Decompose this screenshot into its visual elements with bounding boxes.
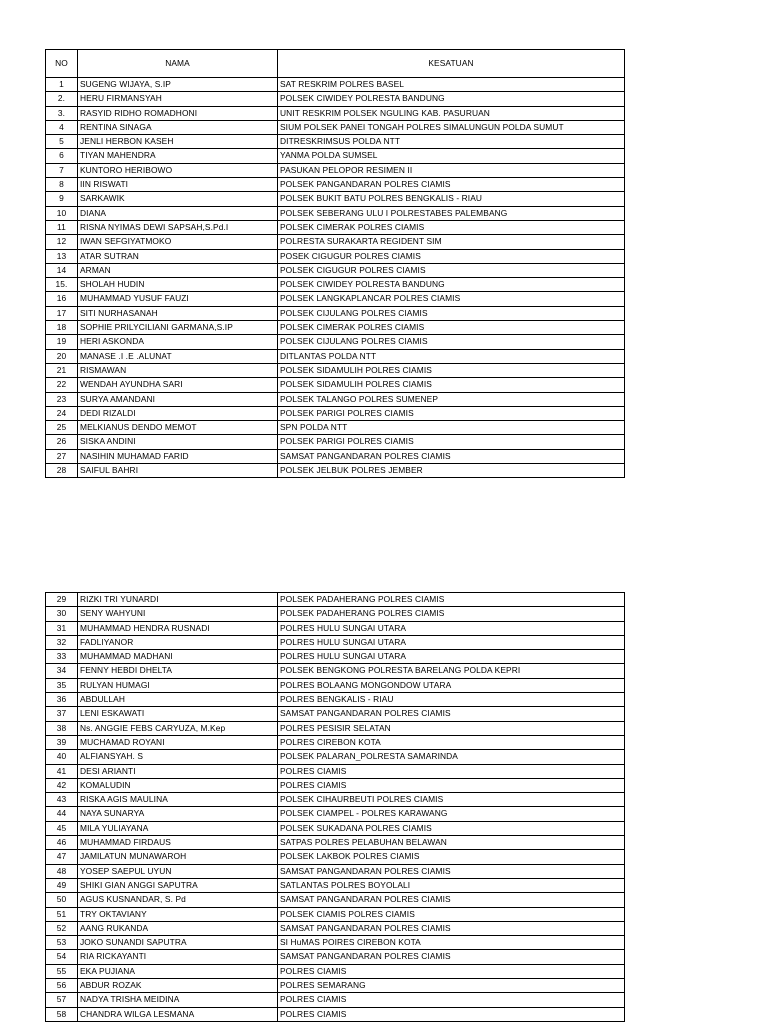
cell-kesatuan: POLSEK CIWIDEY POLRESTA BANDUNG <box>278 92 625 106</box>
cell-kesatuan: SAT RESKRIM POLRES BASEL <box>278 78 625 92</box>
cell-no: 12 <box>46 235 78 249</box>
cell-kesatuan: SATLANTAS POLRES BOYOLALI <box>278 878 625 892</box>
cell-nama: RASYID RIDHO ROMADHONI <box>78 106 278 120</box>
table-row <box>46 392 625 406</box>
cell-kesatuan: POLSEK CIGUGUR POLRES CIAMIS <box>278 263 625 277</box>
table-row <box>46 721 625 735</box>
cell-no: 39 <box>46 735 78 749</box>
table-row <box>46 850 625 864</box>
cell-no: 54 <box>46 950 78 964</box>
table-row <box>46 693 625 707</box>
table-row <box>46 836 625 850</box>
cell-no: 13 <box>46 249 78 263</box>
table-row <box>46 278 625 292</box>
cell-no: 24 <box>46 406 78 420</box>
cell-no: 49 <box>46 878 78 892</box>
cell-kesatuan: POLSEK BENGKONG POLRESTA BARELANG POLDA KEPRI <box>278 664 625 678</box>
cell-no: 18 <box>46 321 78 335</box>
cell-nama: LENI ESKAWATI <box>78 707 278 721</box>
cell-nama: RIA RICKAYANTI <box>78 950 278 964</box>
cell-kesatuan: SATPAS POLRES PELABUHAN BELAWAN <box>278 836 625 850</box>
cell-kesatuan: POLSEK TALANGO POLRES SUMENEP <box>278 392 625 406</box>
cell-kesatuan: POLSEK SIDAMULIH POLRES CIAMIS <box>278 363 625 377</box>
cell-no: 32 <box>46 635 78 649</box>
cell-nama: IIN RISWATI <box>78 178 278 192</box>
cell-nama: ABDUR ROZAK <box>78 979 278 993</box>
cell-kesatuan: POSEK CIGUGUR POLRES CIAMIS <box>278 249 625 263</box>
cell-nama: JAMILATUN MUNAWAROH <box>78 850 278 864</box>
cell-no: 43 <box>46 793 78 807</box>
cell-no: 34 <box>46 664 78 678</box>
table-row <box>46 235 625 249</box>
table-row <box>46 750 625 764</box>
cell-nama: YOSEP SAEPUL UYUN <box>78 864 278 878</box>
table-row <box>46 793 625 807</box>
cell-kesatuan: SPN POLDA NTT <box>278 421 625 435</box>
table-row <box>46 964 625 978</box>
cell-nama: SITI NURHASANAH <box>78 306 278 320</box>
cell-kesatuan: POLSEK PANGANDARAN POLRES CIAMIS <box>278 178 625 192</box>
cell-kesatuan: POLSEK PADAHERANG POLRES CIAMIS <box>278 593 625 607</box>
cell-nama: MUHAMMAD YUSUF FAUZI <box>78 292 278 306</box>
table-row <box>46 263 625 277</box>
cell-kesatuan: PASUKAN PELOPOR RESIMEN II <box>278 163 625 177</box>
table-row <box>46 864 625 878</box>
cell-kesatuan: POLSEK SIDAMULIH POLRES CIAMIS <box>278 378 625 392</box>
table-row <box>46 707 625 721</box>
cell-nama: RISMAWAN <box>78 363 278 377</box>
table-row <box>46 950 625 964</box>
cell-nama: MELKIANUS DENDO MEMOT <box>78 421 278 435</box>
cell-kesatuan: POLRESTA SURAKARTA REGIDENT SIM <box>278 235 625 249</box>
cell-kesatuan: POLRES CIAMIS <box>278 964 625 978</box>
cell-nama: SISKA ANDINI <box>78 435 278 449</box>
cell-nama: ARMAN <box>78 263 278 277</box>
cell-nama: NASIHIN MUHAMAD FARID <box>78 449 278 463</box>
cell-no: 4 <box>46 120 78 134</box>
cell-no: 48 <box>46 864 78 878</box>
cell-no: 51 <box>46 907 78 921</box>
cell-kesatuan: SIUM POLSEK PANEI TONGAH POLRES SIMALUNGUN POLDA SUMUT <box>278 120 625 134</box>
table-row <box>46 993 625 1007</box>
table-row <box>46 650 625 664</box>
cell-kesatuan: SAMSAT PANGANDARAN POLRES CIAMIS <box>278 864 625 878</box>
cell-nama: TIYAN MAHENDRA <box>78 149 278 163</box>
cell-nama: HERI ASKONDA <box>78 335 278 349</box>
cell-kesatuan: POLRES CIREBON KOTA <box>278 735 625 749</box>
table-row <box>46 979 625 993</box>
cell-kesatuan: POLRES CIAMIS <box>278 993 625 1007</box>
table-row <box>46 678 625 692</box>
cell-kesatuan: SAMSAT PANGANDARAN POLRES CIAMIS <box>278 707 625 721</box>
cell-kesatuan: POLSEK BUKIT BATU POLRES BENGKALIS - RIAU <box>278 192 625 206</box>
cell-no: 2. <box>46 92 78 106</box>
cell-nama: MUHAMMAD MADHANI <box>78 650 278 664</box>
cell-nama: SARKAWIK <box>78 192 278 206</box>
cell-kesatuan: POLRES CIAMIS <box>278 1007 625 1021</box>
cell-no: 22 <box>46 378 78 392</box>
cell-nama: DESI ARIANTI <box>78 764 278 778</box>
table-row <box>46 192 625 206</box>
cell-kesatuan: POLSEK LAKBOK POLRES CIAMIS <box>278 850 625 864</box>
cell-nama: ATAR SUTRAN <box>78 249 278 263</box>
cell-no: 9 <box>46 192 78 206</box>
cell-nama: RISNA NYIMAS DEWI SAPSAH,S.Pd.I <box>78 220 278 234</box>
cell-no: 29 <box>46 593 78 607</box>
table-row <box>46 321 625 335</box>
cell-no: 1 <box>46 78 78 92</box>
table-row <box>46 907 625 921</box>
cell-no: 8 <box>46 178 78 192</box>
cell-no: 3. <box>46 106 78 120</box>
cell-no: 27 <box>46 449 78 463</box>
cell-kesatuan: YANMA POLDA SUMSEL <box>278 149 625 163</box>
cell-no: 35 <box>46 678 78 692</box>
cell-nama: RISKA AGIS MAULINA <box>78 793 278 807</box>
table-row <box>46 378 625 392</box>
cell-kesatuan: POLRES HULU SUNGAI UTARA <box>278 635 625 649</box>
cell-nama: EKA PUJIANA <box>78 964 278 978</box>
cell-nama: NAYA SUNARYA <box>78 807 278 821</box>
cell-no: 44 <box>46 807 78 821</box>
table-row <box>46 893 625 907</box>
table-row <box>46 135 625 149</box>
cell-no: 42 <box>46 778 78 792</box>
table-row <box>46 435 625 449</box>
cell-no: 37 <box>46 707 78 721</box>
cell-no: 11 <box>46 220 78 234</box>
table-row <box>46 635 625 649</box>
cell-nama: ABDULLAH <box>78 693 278 707</box>
cell-kesatuan: POLSEK CIMERAK POLRES CIAMIS <box>278 220 625 234</box>
table-header-row <box>46 50 625 78</box>
cell-no: 6 <box>46 149 78 163</box>
cell-nama: MUHAMMAD HENDRA RUSNADI <box>78 621 278 635</box>
cell-no: 16 <box>46 292 78 306</box>
cell-no: 57 <box>46 993 78 1007</box>
table-row <box>46 607 625 621</box>
cell-nama: Ns. ANGGIE FEBS CARYUZA, M.Kep <box>78 721 278 735</box>
cell-nama: SURYA AMANDANI <box>78 392 278 406</box>
cell-nama: SAIFUL BAHRI <box>78 464 278 478</box>
cell-nama: KOMALUDIN <box>78 778 278 792</box>
cell-nama: ALFIANSYAH. S <box>78 750 278 764</box>
cell-no: 25 <box>46 421 78 435</box>
table-row <box>46 306 625 320</box>
cell-nama: SHOLAH HUDIN <box>78 278 278 292</box>
table-row <box>46 593 625 607</box>
cell-nama: MUCHAMAD ROYANI <box>78 735 278 749</box>
table-row <box>46 1007 625 1021</box>
table-row <box>46 349 625 363</box>
cell-nama: RIZKI TRI YUNARDI <box>78 593 278 607</box>
table-row <box>46 149 625 163</box>
cell-kesatuan: POLRES CIAMIS <box>278 778 625 792</box>
table-1-body <box>46 78 625 478</box>
cell-no: 7 <box>46 163 78 177</box>
table-row <box>46 449 625 463</box>
cell-kesatuan: POLSEK SEBERANG ULU I POLRESTABES PALEMBANG <box>278 206 625 220</box>
table-row <box>46 335 625 349</box>
cell-nama: JOKO SUNANDI SAPUTRA <box>78 936 278 950</box>
table-2-body <box>46 593 625 1022</box>
cell-kesatuan: POLSEK CIJULANG POLRES CIAMIS <box>278 335 625 349</box>
cell-kesatuan: POLSEK CIJULANG POLRES CIAMIS <box>278 306 625 320</box>
cell-kesatuan: POLRES HULU SUNGAI UTARA <box>278 650 625 664</box>
cell-no: 53 <box>46 936 78 950</box>
participant-table-1 <box>45 49 625 478</box>
cell-nama: AANG RUKANDA <box>78 921 278 935</box>
cell-kesatuan: POLSEK SUKADANA POLRES CIAMIS <box>278 821 625 835</box>
cell-nama: RENTINA SINAGA <box>78 120 278 134</box>
cell-kesatuan: POLSEK CIMERAK POLRES CIAMIS <box>278 321 625 335</box>
cell-no: 17 <box>46 306 78 320</box>
table-row <box>46 878 625 892</box>
cell-no: 19 <box>46 335 78 349</box>
cell-nama: FADLIYANOR <box>78 635 278 649</box>
table-row <box>46 178 625 192</box>
cell-no: 15. <box>46 278 78 292</box>
cell-kesatuan: POLSEK PARIGI POLRES CIAMIS <box>278 406 625 420</box>
cell-nama: DIANA <box>78 206 278 220</box>
cell-nama: MILA YULIAYANA <box>78 821 278 835</box>
cell-kesatuan: SAMSAT PANGANDARAN POLRES CIAMIS <box>278 950 625 964</box>
cell-no: 30 <box>46 607 78 621</box>
table-row <box>46 936 625 950</box>
cell-nama: DEDI RIZALDI <box>78 406 278 420</box>
cell-no: 31 <box>46 621 78 635</box>
cell-kesatuan: SAMSAT PANGANDARAN POLRES CIAMIS <box>278 893 625 907</box>
cell-kesatuan: POLSEK CIHAURBEUTI POLRES CIAMIS <box>278 793 625 807</box>
table-row <box>46 292 625 306</box>
cell-no: 23 <box>46 392 78 406</box>
table-row <box>46 363 625 377</box>
cell-no: 5 <box>46 135 78 149</box>
cell-no: 47 <box>46 850 78 864</box>
cell-nama: CHANDRA WILGA LESMANA <box>78 1007 278 1021</box>
cell-kesatuan: POLSEK PARIGI POLRES CIAMIS <box>278 435 625 449</box>
table-row <box>46 821 625 835</box>
cell-no: 26 <box>46 435 78 449</box>
cell-nama: SHIKI GIAN ANGGI SAPUTRA <box>78 878 278 892</box>
cell-no: 56 <box>46 979 78 993</box>
cell-kesatuan: SAMSAT PANGANDARAN POLRES CIAMIS <box>278 921 625 935</box>
cell-kesatuan: POLSEK JELBUK POLRES JEMBER <box>278 464 625 478</box>
cell-kesatuan: POLRES BENGKALIS - RIAU <box>278 693 625 707</box>
table-row <box>46 249 625 263</box>
cell-no: 52 <box>46 921 78 935</box>
cell-nama: RULYAN HUMAGI <box>78 678 278 692</box>
table-row <box>46 778 625 792</box>
header-nama: NAMA <box>78 50 278 78</box>
cell-kesatuan: POLRES HULU SUNGAI UTARA <box>278 621 625 635</box>
table-row <box>46 106 625 120</box>
cell-kesatuan: POLRES SEMARANG <box>278 979 625 993</box>
cell-no: 21 <box>46 363 78 377</box>
cell-no: 58 <box>46 1007 78 1021</box>
cell-no: 45 <box>46 821 78 835</box>
table-row <box>46 921 625 935</box>
cell-no: 50 <box>46 893 78 907</box>
participant-table-2 <box>45 592 625 1022</box>
cell-no: 10 <box>46 206 78 220</box>
cell-kesatuan: POLSEK PALARAN_POLRESTA SAMARINDA <box>278 750 625 764</box>
table-row <box>46 464 625 478</box>
cell-nama: FENNY HEBDI DHELTA <box>78 664 278 678</box>
table-row <box>46 206 625 220</box>
table-row <box>46 78 625 92</box>
table-row <box>46 807 625 821</box>
cell-kesatuan: SI HuMAS POIRES CIREBON KOTA <box>278 936 625 950</box>
table-row <box>46 220 625 234</box>
cell-no: 28 <box>46 464 78 478</box>
table-row <box>46 163 625 177</box>
cell-nama: JENLI HERBON KASEH <box>78 135 278 149</box>
cell-nama: KUNTORO HERIBOWO <box>78 163 278 177</box>
table-row <box>46 120 625 134</box>
cell-kesatuan: POLSEK CIWIDEY POLRESTA BANDUNG <box>278 278 625 292</box>
table-row <box>46 664 625 678</box>
cell-nama: AGUS KUSNANDAR, S. Pd <box>78 893 278 907</box>
cell-no: 46 <box>46 836 78 850</box>
cell-kesatuan: POLRES CIAMIS <box>278 764 625 778</box>
cell-no: 41 <box>46 764 78 778</box>
cell-nama: IWAN SEFGIYATMOKO <box>78 235 278 249</box>
table-row <box>46 406 625 420</box>
cell-kesatuan: POLSEK CIAMPEL - POLRES KARAWANG <box>278 807 625 821</box>
table-row <box>46 421 625 435</box>
cell-no: 38 <box>46 721 78 735</box>
table-row <box>46 764 625 778</box>
cell-nama: SENY WAHYUNI <box>78 607 278 621</box>
table-row <box>46 92 625 106</box>
cell-no: 36 <box>46 693 78 707</box>
cell-nama: HERU FIRMANSYAH <box>78 92 278 106</box>
table-row <box>46 621 625 635</box>
cell-nama: SOPHIE PRILYCILIANI GARMANA,S.IP <box>78 321 278 335</box>
cell-no: 33 <box>46 650 78 664</box>
cell-kesatuan: SAMSAT PANGANDARAN POLRES CIAMIS <box>278 449 625 463</box>
header-kesatuan: KESATUAN <box>278 50 625 78</box>
cell-nama: SUGENG WIJAYA, S.IP <box>78 78 278 92</box>
cell-nama: WENDAH AYUNDHA SARI <box>78 378 278 392</box>
cell-no: 20 <box>46 349 78 363</box>
cell-kesatuan: UNIT RESKRIM POLSEK NGULING KAB. PASURUAN <box>278 106 625 120</box>
cell-nama: MANASE .I .E .ALUNAT <box>78 349 278 363</box>
cell-kesatuan: POLSEK PADAHERANG POLRES CIAMIS <box>278 607 625 621</box>
cell-nama: TRY OKTAVIANY <box>78 907 278 921</box>
cell-kesatuan: POLSEK CIAMIS POLRES CIAMIS <box>278 907 625 921</box>
header-no: NO <box>46 50 78 78</box>
table-row <box>46 735 625 749</box>
cell-no: 14 <box>46 263 78 277</box>
cell-kesatuan: DITLANTAS POLDA NTT <box>278 349 625 363</box>
cell-no: 40 <box>46 750 78 764</box>
cell-kesatuan: POLRES PESISIR SELATAN <box>278 721 625 735</box>
cell-kesatuan: DITRESKRIMSUS POLDA NTT <box>278 135 625 149</box>
cell-nama: NADYA TRISHA MEIDINA <box>78 993 278 1007</box>
cell-no: 55 <box>46 964 78 978</box>
cell-nama: MUHAMMAD FIRDAUS <box>78 836 278 850</box>
cell-kesatuan: POLRES BOLAANG MONGONDOW UTARA <box>278 678 625 692</box>
cell-kesatuan: POLSEK LANGKAPLANCAR POLRES CIAMIS <box>278 292 625 306</box>
